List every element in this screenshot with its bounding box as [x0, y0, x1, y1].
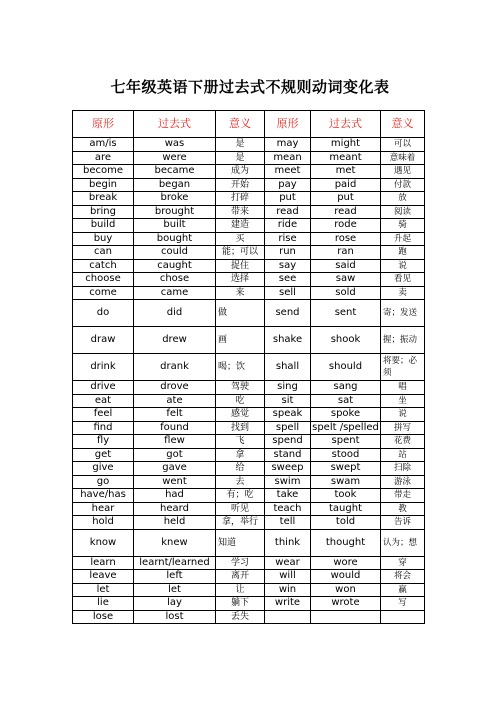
- base-form-left-cell: do: [73, 300, 134, 327]
- meaning-left-cell: 买: [216, 232, 265, 246]
- meaning-left-cell: 躺下: [216, 597, 265, 611]
- past-tense-right-cell: meant: [311, 151, 381, 165]
- base-form-right-cell: speak: [265, 408, 311, 422]
- meaning-left-cell: 驾驶: [216, 381, 265, 395]
- past-tense-left-cell: drove: [134, 381, 216, 395]
- meaning-left-cell: 吃: [216, 394, 265, 408]
- base-form-left-cell: get: [73, 448, 134, 462]
- header-base-form-left: 原形: [73, 111, 134, 138]
- table-row: [73, 219, 425, 233]
- base-form-right-cell: ride: [265, 219, 311, 233]
- past-tense-right-cell: met: [311, 165, 381, 179]
- table-row: [73, 462, 425, 476]
- past-tense-right-cell: taught: [311, 502, 381, 516]
- meaning-left-cell: 开始: [216, 178, 265, 192]
- base-form-left-cell: lie: [73, 597, 134, 611]
- past-tense-left-cell: flew: [134, 435, 216, 449]
- header-past-tense-left: 过去式: [134, 111, 216, 138]
- base-form-left-cell: buy: [73, 232, 134, 246]
- base-form-right-cell: spell: [265, 421, 311, 435]
- meaning-right-cell: 将要；必须: [381, 354, 425, 381]
- meaning-right-cell: 握；振动: [381, 327, 425, 354]
- base-form-left-cell: come: [73, 286, 134, 300]
- meaning-right-cell: 将会: [381, 570, 425, 584]
- table-row: [73, 529, 425, 556]
- past-tense-left-cell: let: [134, 583, 216, 597]
- base-form-left-cell: choose: [73, 273, 134, 287]
- past-tense-left-cell: caught: [134, 259, 216, 273]
- base-form-left-cell: catch: [73, 259, 134, 273]
- base-form-right-cell: teach: [265, 502, 311, 516]
- meaning-left-cell: 拿，举行: [216, 516, 265, 530]
- meaning-left-cell: 给: [216, 462, 265, 476]
- meaning-right-cell: 遇见: [381, 165, 425, 179]
- base-form-right-cell: see: [265, 273, 311, 287]
- meaning-right-cell: 认为；想: [381, 529, 425, 556]
- base-form-right-cell: win: [265, 583, 311, 597]
- table-row: [73, 165, 425, 179]
- past-tense-right-cell: swam: [311, 475, 381, 489]
- past-tense-left-cell: could: [134, 246, 216, 260]
- past-tense-right-cell: wore: [311, 556, 381, 570]
- meaning-left-cell: 是: [216, 138, 265, 152]
- past-tense-right-cell: swept: [311, 462, 381, 476]
- table-row: [73, 408, 425, 422]
- table-row: [73, 597, 425, 611]
- base-form-left-cell: can: [73, 246, 134, 260]
- past-tense-right-cell: [311, 610, 381, 624]
- past-tense-left-cell: began: [134, 178, 216, 192]
- past-tense-left-cell: knew: [134, 529, 216, 556]
- past-tense-left-cell: brought: [134, 205, 216, 219]
- meaning-left-cell: 拿: [216, 448, 265, 462]
- table-row: [73, 475, 425, 489]
- base-form-left-cell: become: [73, 165, 134, 179]
- base-form-left-cell: am/is: [73, 138, 134, 152]
- past-tense-left-cell: found: [134, 421, 216, 435]
- past-tense-left-cell: chose: [134, 273, 216, 287]
- past-tense-left-cell: built: [134, 219, 216, 233]
- base-form-right-cell: think: [265, 529, 311, 556]
- meaning-right-cell: 跑: [381, 246, 425, 260]
- base-form-left-cell: let: [73, 583, 134, 597]
- meaning-right-cell: 卖: [381, 286, 425, 300]
- past-tense-left-cell: drank: [134, 354, 216, 381]
- past-tense-right-cell: thought: [311, 529, 381, 556]
- meaning-right-cell: 穿: [381, 556, 425, 570]
- meaning-left-cell: 建造: [216, 219, 265, 233]
- base-form-left-cell: hold: [73, 516, 134, 530]
- past-tense-left-cell: heard: [134, 502, 216, 516]
- table-row: [73, 448, 425, 462]
- base-form-right-cell: mean: [265, 151, 311, 165]
- base-form-right-cell: stand: [265, 448, 311, 462]
- past-tense-right-cell: spelt /spelled: [312, 421, 379, 433]
- meaning-right-cell: 写: [381, 597, 425, 611]
- base-form-right-cell: meet: [265, 165, 311, 179]
- meaning-left-cell: 喝；饮: [216, 354, 265, 381]
- past-tense-right-cell: sent: [311, 300, 381, 327]
- past-tense-left-cell: broke: [134, 192, 216, 206]
- base-form-right-cell: sell: [265, 286, 311, 300]
- meaning-right-cell: 花费: [381, 435, 425, 449]
- meaning-left-cell: 是: [216, 151, 265, 165]
- meaning-left-cell: 捉住: [216, 259, 265, 273]
- base-form-left-cell: build: [73, 219, 134, 233]
- base-form-right-cell: put: [265, 192, 311, 206]
- base-form-right-cell: read: [265, 205, 311, 219]
- base-form-left-cell: have/has: [73, 489, 134, 503]
- base-form-left-cell: eat: [73, 394, 134, 408]
- meaning-right-cell: 付款: [381, 178, 425, 192]
- table-body: [73, 138, 425, 624]
- base-form-right-cell: write: [265, 597, 311, 611]
- past-tense-left-cell: were: [134, 151, 216, 165]
- meaning-right-cell: 坐: [381, 394, 425, 408]
- past-tense-right-cell: put: [311, 192, 381, 206]
- table-row: [73, 205, 425, 219]
- meaning-right-cell: 放: [381, 192, 425, 206]
- past-tense-left-cell: left: [134, 570, 216, 584]
- past-tense-left-cell: gave: [134, 462, 216, 476]
- past-tense-right-cell: paid: [311, 178, 381, 192]
- base-form-right-cell: shake: [265, 327, 311, 354]
- base-form-left-cell: are: [73, 151, 134, 165]
- base-form-left-cell: lose: [73, 610, 134, 624]
- meaning-right-cell: 看见: [381, 273, 425, 287]
- page-title: 七年级英语下册过去式不规则动词变化表: [110, 78, 390, 96]
- meaning-right-cell: 阅读: [381, 205, 425, 219]
- base-form-left-cell: bring: [73, 205, 134, 219]
- meaning-right-cell: 游泳: [381, 475, 425, 489]
- table-row: [73, 246, 425, 260]
- base-form-left-cell: leave: [73, 570, 134, 584]
- base-form-right-cell: rise: [265, 232, 311, 246]
- meaning-right-cell: 说: [381, 408, 425, 422]
- table-row: [73, 502, 425, 516]
- table-row: [73, 381, 425, 395]
- header-past-tense-right: 过去式: [311, 111, 381, 138]
- past-tense-right-cell: rose: [311, 232, 381, 246]
- table-row: [73, 300, 425, 327]
- base-form-left-cell: draw: [73, 327, 134, 354]
- past-tense-left-cell: became: [134, 165, 216, 179]
- table-header-row: [73, 111, 425, 138]
- header-base-form-right: 原形: [265, 111, 311, 138]
- past-tense-left-cell: ate: [134, 394, 216, 408]
- past-tense-left-cell: learnt/learned: [134, 556, 216, 570]
- past-tense-left-cell: did: [134, 300, 216, 327]
- past-tense-right-cell: stood: [311, 448, 381, 462]
- table-row: [73, 516, 425, 530]
- past-tense-right-cell: should: [311, 354, 381, 381]
- meaning-left-cell: 来: [216, 286, 265, 300]
- meaning-left-cell: 选择: [216, 273, 265, 287]
- meaning-left-cell: 丢失: [216, 610, 265, 624]
- base-form-right-cell: wear: [265, 556, 311, 570]
- table-row: [73, 327, 425, 354]
- past-tense-left-cell: bought: [134, 232, 216, 246]
- past-tense-right-cell: told: [311, 516, 381, 530]
- past-tense-left-cell: got: [134, 448, 216, 462]
- past-tense-right-cell: spent: [311, 435, 381, 449]
- base-form-left-cell: give: [73, 462, 134, 476]
- meaning-left-cell: 飞: [216, 435, 265, 449]
- meaning-left-cell: 听见: [216, 502, 265, 516]
- meaning-left-cell: 找到: [216, 421, 265, 435]
- meaning-left-cell: 知道: [216, 529, 265, 556]
- base-form-right-cell: swim: [265, 475, 311, 489]
- base-form-left-cell: go: [73, 475, 134, 489]
- meaning-right-cell: [381, 610, 425, 624]
- past-tense-right-cell: shook: [311, 327, 381, 354]
- table-row: [73, 435, 425, 449]
- past-tense-left-cell: went: [134, 475, 216, 489]
- meaning-left-cell: 学习: [216, 556, 265, 570]
- table-row: [73, 259, 425, 273]
- base-form-left-cell: begin: [73, 178, 134, 192]
- meaning-left-cell: 让: [216, 583, 265, 597]
- table-row: [73, 570, 425, 584]
- past-tense-right-cell: sat: [311, 394, 381, 408]
- table-row: [73, 178, 425, 192]
- base-form-left-cell: drink: [73, 354, 134, 381]
- past-tense-left-cell: drew: [134, 327, 216, 354]
- past-tense-left-cell: lost: [134, 610, 216, 624]
- table-row: [73, 138, 425, 152]
- past-tense-right-cell: wrote: [311, 597, 381, 611]
- past-tense-right-cell: said: [311, 259, 381, 273]
- past-tense-right-cell: ran: [311, 246, 381, 260]
- base-form-right-cell: sit: [265, 394, 311, 408]
- meaning-right-cell: 赢: [381, 583, 425, 597]
- past-tense-left-cell: had: [134, 489, 216, 503]
- meaning-left-cell: 有；吃: [216, 489, 265, 503]
- table-row: [73, 192, 425, 206]
- past-tense-left-cell: came: [134, 286, 216, 300]
- past-tense-right-cell: would: [311, 570, 381, 584]
- past-tense-left-cell: felt: [134, 408, 216, 422]
- base-form-left-cell: find: [73, 421, 134, 435]
- base-form-right-cell: pay: [265, 178, 311, 192]
- meaning-left-cell: 成为: [216, 165, 265, 179]
- base-form-left-cell: hear: [73, 502, 134, 516]
- meaning-right-cell: 教: [381, 502, 425, 516]
- table-row: [73, 354, 425, 381]
- base-form-right-cell: tell: [265, 516, 311, 530]
- meaning-left-cell: 能；可以: [216, 246, 265, 260]
- table-row: [73, 273, 425, 287]
- past-tense-right-cell: read: [311, 205, 381, 219]
- past-tense-left-cell: held: [134, 516, 216, 530]
- past-tense-right-cell: might: [311, 138, 381, 152]
- meaning-right-cell: 说: [381, 259, 425, 273]
- meaning-right-cell: 告诉: [381, 516, 425, 530]
- base-form-right-cell: run: [265, 246, 311, 260]
- past-tense-right-cell: sold: [311, 286, 381, 300]
- base-form-right-cell: take: [265, 489, 311, 503]
- table-row: [73, 421, 425, 435]
- past-tense-right-cell: saw: [311, 273, 381, 287]
- meaning-right-cell: 唱: [381, 381, 425, 395]
- base-form-left-cell: break: [73, 192, 134, 206]
- base-form-right-cell: shall: [265, 354, 311, 381]
- base-form-right-cell: may: [265, 138, 311, 152]
- meaning-left-cell: 感觉: [216, 408, 265, 422]
- past-tense-right-cell: won: [311, 583, 381, 597]
- base-form-left-cell: know: [73, 529, 134, 556]
- table-row: [73, 232, 425, 246]
- past-tense-left-cell: lay: [134, 597, 216, 611]
- past-tense-left-cell: was: [134, 138, 216, 152]
- base-form-right-cell: sweep: [265, 462, 311, 476]
- base-form-right-cell: will: [265, 570, 311, 584]
- meaning-left-cell: 带来: [216, 205, 265, 219]
- header-meaning-right: 意义: [381, 111, 425, 138]
- past-tense-right-cell: sang: [311, 381, 381, 395]
- past-tense-right-cell: rode: [311, 219, 381, 233]
- meaning-right-cell: 骑: [381, 219, 425, 233]
- meaning-right-cell: 意味着: [381, 151, 425, 165]
- irregular-verbs-table: [72, 110, 425, 624]
- meaning-right-cell: 拼写: [381, 421, 425, 435]
- header-meaning-left: 意义: [216, 111, 265, 138]
- meaning-right-cell: 站: [381, 448, 425, 462]
- meaning-right-cell: 带走: [381, 489, 425, 503]
- meaning-left-cell: 做: [216, 300, 265, 327]
- table-row: [73, 151, 425, 165]
- base-form-left-cell: drive: [73, 381, 134, 395]
- base-form-left-cell: learn: [73, 556, 134, 570]
- past-tense-right-cell: took: [311, 489, 381, 503]
- base-form-left-cell: fly: [73, 435, 134, 449]
- base-form-right-cell: sing: [265, 381, 311, 395]
- past-tense-right-cell: spoke: [311, 408, 381, 422]
- table-row: [73, 489, 425, 503]
- meaning-right-cell: 升起: [381, 232, 425, 246]
- meaning-right-cell: 扫除: [381, 462, 425, 476]
- table-row: [73, 286, 425, 300]
- base-form-right-cell: say: [265, 259, 311, 273]
- base-form-right-cell: send: [265, 300, 311, 327]
- table-row: [73, 394, 425, 408]
- meaning-left-cell: 画: [216, 327, 265, 354]
- meaning-left-cell: 离开: [216, 570, 265, 584]
- meaning-right-cell: 寄；发送: [381, 300, 425, 327]
- meaning-right-cell: 可以: [381, 138, 425, 152]
- meaning-left-cell: 打碎: [216, 192, 265, 206]
- base-form-right-cell: [265, 610, 311, 624]
- table-row: [73, 556, 425, 570]
- table-row: [73, 610, 425, 624]
- base-form-left-cell: feel: [73, 408, 134, 422]
- base-form-right-cell: spend: [265, 435, 311, 449]
- table-row: [73, 583, 425, 597]
- meaning-left-cell: 去: [216, 475, 265, 489]
